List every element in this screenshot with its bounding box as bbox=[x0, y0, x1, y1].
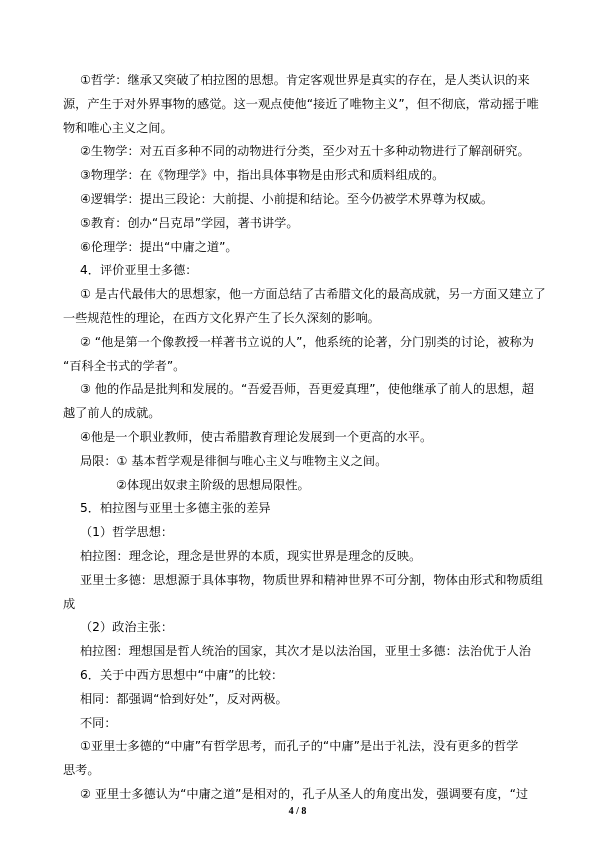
text-line: 亚里士多德：思想源于具体事物，物质世界和精神世界不可分割，物体由形式和物质组 bbox=[80, 572, 544, 587]
text-line: 相同：都强调“恰到好处”，反对两极。 bbox=[80, 691, 288, 706]
section-heading: 6．关于中西方思想中“中庸”的比较： bbox=[80, 668, 284, 682]
section-heading: 4．评价亚里士多德： bbox=[80, 263, 198, 278]
text-line: ⑤教育：创办“吕克昂”学园，著书讲学。 bbox=[80, 215, 299, 230]
text-line: “百科全书式的学者”。 bbox=[63, 358, 186, 373]
subsection-heading: （2）政治主张： bbox=[80, 620, 174, 635]
text-line: 物和唯心主义之间。 bbox=[63, 120, 173, 135]
text-line: ②生物学：对五百多种不同的动物进行分类，至少对五十多种动物进行了解剖研究。 bbox=[80, 144, 530, 159]
text-line: 局限：① 基本哲学观是徘徊与唯心主义与唯物主义之间。 bbox=[80, 453, 388, 468]
text-line: 源，产生于对外界事物的感觉。这一观点使他“接近了唯物主义”，但不彻底，常动摇于唯 bbox=[63, 96, 539, 111]
text-line: ②体现出奴隶主阶级的思想局限性。 bbox=[116, 477, 310, 492]
text-line: 成 bbox=[63, 596, 76, 611]
text-line: ③ 他的作品是批判和发展的。“吾爱吾师，吾更爱真理”，使他继承了前人的思想，超 bbox=[80, 382, 534, 397]
text-line: ④他是一个职业教师，使古希腊教育理论发展到一个更高的水平。 bbox=[80, 430, 433, 444]
text-line: 思考。 bbox=[63, 763, 100, 778]
text-line: ① 是古代最伟大的思想家，他一方面总结了古希腊文化的最高成就，另一方面又建立了 bbox=[80, 287, 546, 302]
text-line: 柏拉图：理想国是哲人统治的国家，其次才是以法治国，亚里士多德：法治优于人治 bbox=[80, 644, 531, 659]
subsection-heading: （1）哲学思想： bbox=[80, 525, 174, 540]
text-line: ①亚里士多德的“中庸”有哲学思考，而孔子的“中庸”是出于礼法，没有更多的哲学 bbox=[80, 739, 519, 754]
text-line: ⑥伦理学：提出“中庸之道”。 bbox=[80, 239, 238, 254]
section-heading: 5．柏拉图与亚里士多德主张的差异 bbox=[80, 501, 271, 516]
text-line: 一些规范性的理论，在西方文化界产生了长久深刻的影响。 bbox=[63, 311, 380, 325]
text-line: 柏拉图：理念论，理念是世界的本质，现实世界是理念的反映。 bbox=[80, 549, 422, 563]
text-line: ② 亚里士多德认为“中庸之道”是相对的，孔子从圣人的角度出发，强调要有度，“过 bbox=[80, 787, 529, 801]
text-line: 越了前人的成就。 bbox=[63, 406, 161, 421]
text-line: ①哲学：继承又突破了柏拉图的思想。肯定客观世界是真实的存在，是人类认识的来 bbox=[80, 73, 530, 87]
text-line: ③物理学：在《物理学》中，指出具体事物是由形式和质料组成的。 bbox=[80, 168, 445, 183]
page-number: 4 / 8 bbox=[288, 806, 307, 817]
text-line: ④逻辑学：提出三段论：大前提、小前提和结论。至今仍被学术界尊为权威。 bbox=[80, 192, 494, 206]
text-line: 不同： bbox=[80, 715, 117, 730]
text-line: ② “他是第一个像教授一样著书立说的人”，他系统的论著，分门别类的讨论，被称为 bbox=[80, 334, 534, 349]
